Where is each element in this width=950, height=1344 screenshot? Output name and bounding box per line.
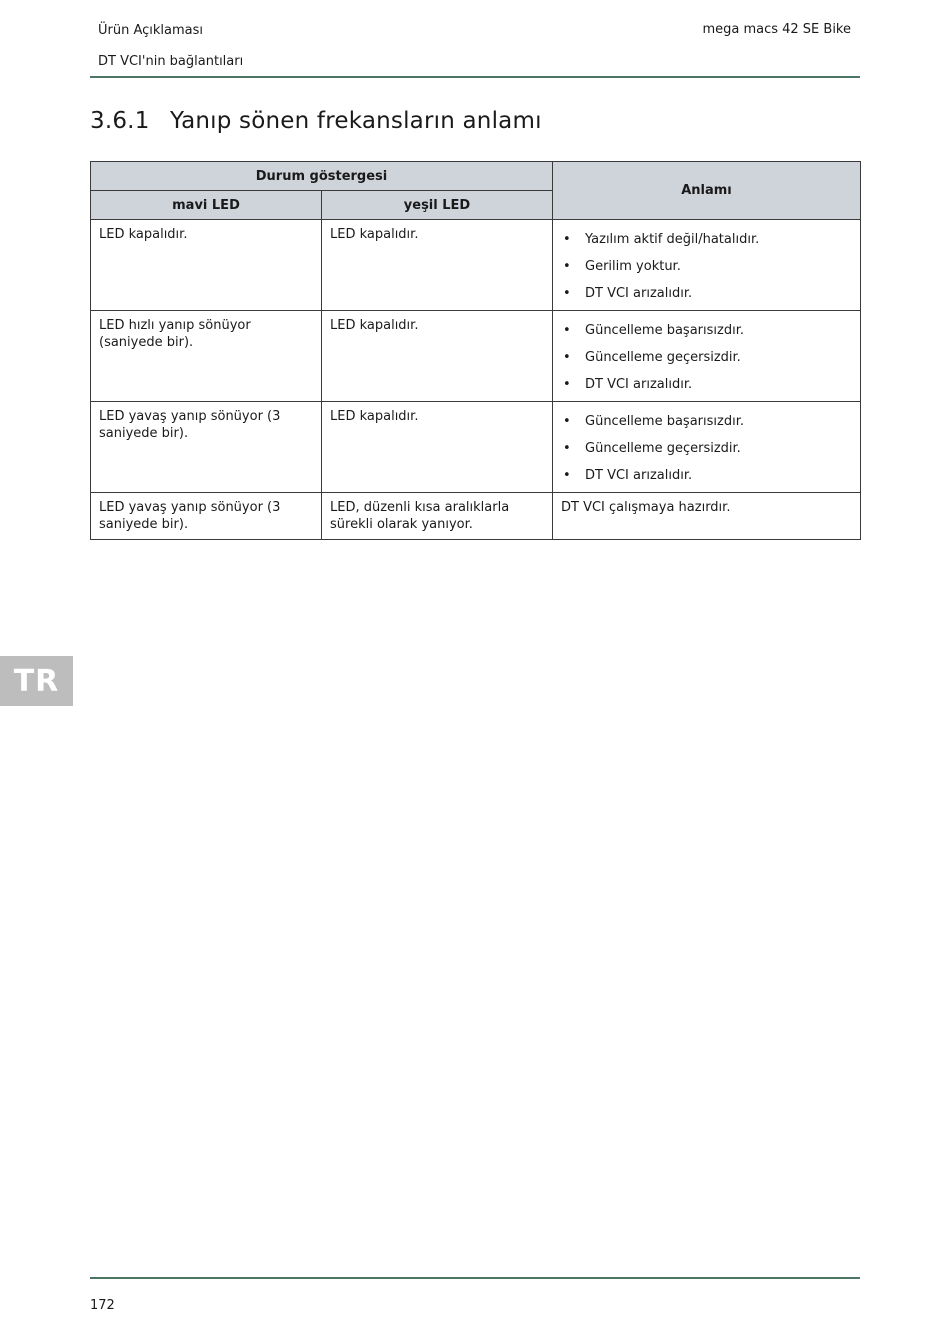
bullet: •	[563, 323, 571, 338]
bullet: •	[563, 259, 571, 274]
led-meaning-table	[90, 161, 861, 540]
list-item-text: Yazılım aktif değil/hatalıdır.	[585, 232, 760, 247]
blue-led-cell: LED yavaş yanıp sönüyor (3 saniyede bir).	[91, 493, 322, 540]
meaning-list	[561, 408, 852, 484]
list-item-text: Gerilim yoktur.	[585, 259, 681, 274]
section-title: Yanıp sönen frekansların anlamı	[170, 108, 542, 134]
green-led-cell: LED, düzenli kısa aralıklarla sürekli olarak yanıyor.	[322, 493, 553, 540]
language-tab: TR	[0, 656, 73, 706]
list-item	[561, 322, 852, 339]
status-indicator-header: Durum göstergesi	[91, 162, 553, 191]
footer-rule	[90, 1277, 860, 1279]
blue-led-cell: LED hızlı yanıp sönüyor (saniyede bir).	[91, 311, 322, 402]
blue-led-cell: LED yavaş yanıp sönüyor (3 saniyede bir).	[91, 402, 322, 493]
header-product: mega macs 42 SE Bike	[702, 22, 851, 37]
list-item	[561, 413, 852, 430]
bullet: •	[563, 286, 571, 301]
list-item	[561, 376, 852, 393]
list-item	[561, 285, 852, 302]
bullet: •	[563, 468, 571, 483]
bullet: •	[563, 350, 571, 365]
green-led-cell: LED kapalıdır.	[322, 311, 553, 402]
table-row	[91, 402, 861, 493]
green-led-cell: LED kapalıdır.	[322, 402, 553, 493]
header-section: Ürün Açıklaması	[98, 23, 204, 38]
list-item	[561, 349, 852, 366]
meaning-cell	[553, 311, 861, 402]
list-item-text: Güncelleme başarısızdır.	[585, 323, 744, 338]
page-number: 172	[90, 1298, 115, 1313]
bullet: •	[563, 414, 571, 429]
list-item	[561, 440, 852, 457]
header-rule	[90, 76, 860, 78]
list-item	[561, 258, 852, 275]
meaning-list	[561, 317, 852, 393]
section-heading	[90, 108, 542, 134]
list-item-text: Güncelleme başarısızdır.	[585, 414, 744, 429]
table-row	[91, 493, 861, 540]
blue-led-header: mavi LED	[91, 191, 322, 220]
meaning-list	[561, 226, 852, 302]
bullet: •	[563, 441, 571, 456]
list-item	[561, 467, 852, 484]
meaning-header: Anlamı	[553, 162, 861, 220]
list-item-text: DT VCI arızalıdır.	[585, 377, 693, 392]
list-item-text: Güncelleme geçersizdir.	[585, 350, 741, 365]
list-item-text: DT VCI arızalıdır.	[585, 286, 693, 301]
table-row	[91, 311, 861, 402]
blue-led-cell: LED kapalıdır.	[91, 220, 322, 311]
meaning-cell: DT VCI çalışmaya hazırdır.	[553, 493, 861, 540]
header-subsection: DT VCI'nin bağlantıları	[98, 54, 244, 69]
running-header	[98, 22, 243, 71]
list-item	[561, 231, 852, 248]
meaning-cell	[553, 402, 861, 493]
section-number: 3.6.1	[90, 108, 150, 134]
meaning-cell	[553, 220, 861, 311]
table-row	[91, 220, 861, 311]
bullet: •	[563, 377, 571, 392]
green-led-cell: LED kapalıdır.	[322, 220, 553, 311]
bullet: •	[563, 232, 571, 247]
list-item-text: DT VCI arızalıdır.	[585, 468, 693, 483]
list-item-text: Güncelleme geçersizdir.	[585, 441, 741, 456]
green-led-header: yeşil LED	[322, 191, 553, 220]
